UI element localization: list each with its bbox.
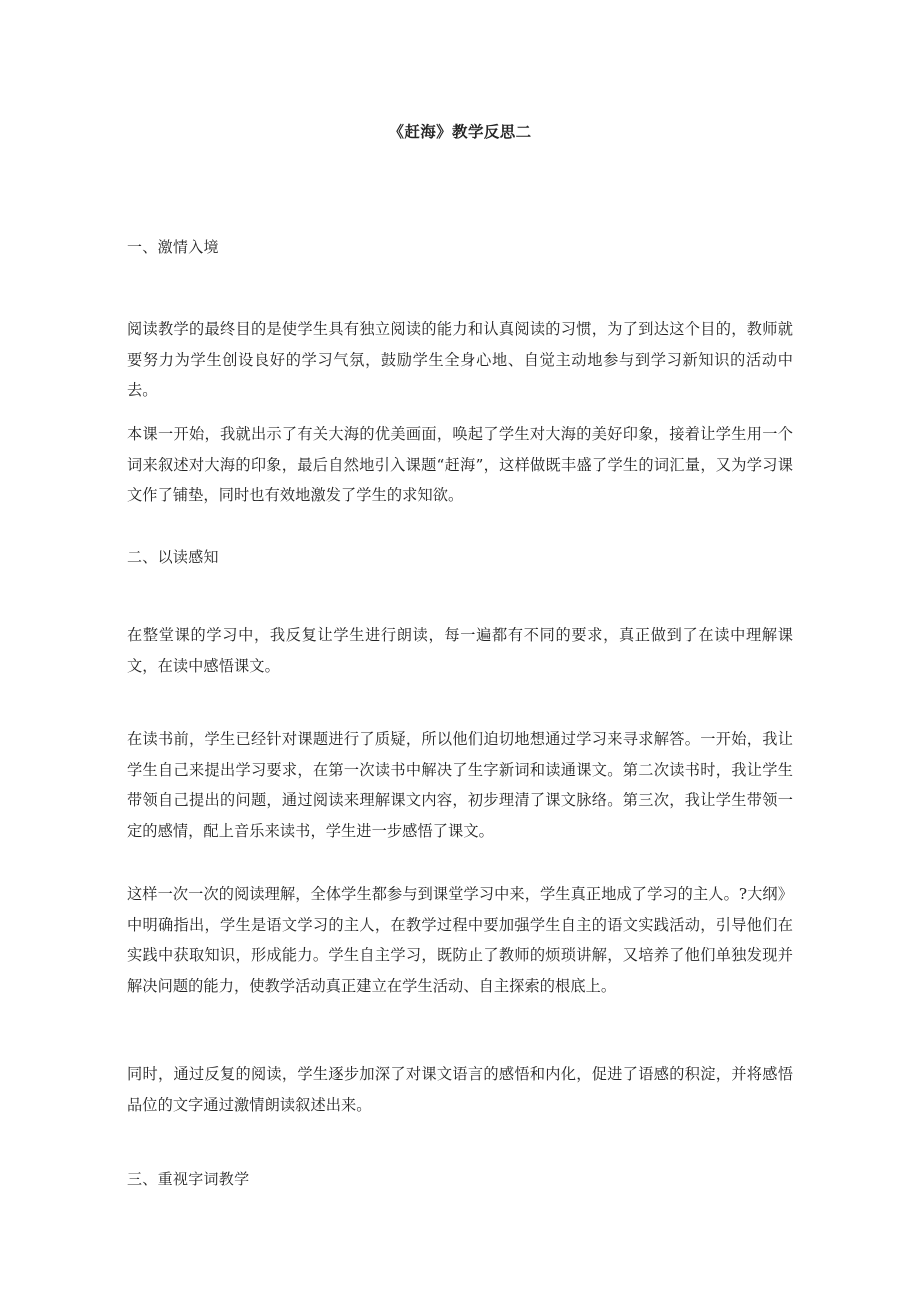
paragraph: 在读书前，学生已经针对课题进行了质疑，所以他们迫切地想通过学习来寻求解答。一开始，我让学生自己来提出学习要求，在第一次读书中解决了生字新词和读通课文。第二次读书时，我让学生带领自己提出的问题，通过阅读来理解课文内容，初步理清了课文脉络。第三次，我让学生带领一定的感情，配上音乐来读书，学生进一步感悟了课文。	[127, 730, 793, 840]
section-heading-3: 三、重视字词教学	[127, 1170, 250, 1188]
paragraph: 同时，通过反复的阅读，学生逐步加深了对课文语言的感悟和内化，促进了语感的积淀，并将感悟品位的文字通过激情朗读叙述出来。	[127, 1065, 793, 1114]
paragraph-block-2	[127, 419, 793, 511]
section-heading-2-block	[127, 542, 793, 572]
paragraph: 在整堂课的学习中，我反复让学生进行朗读，每一遍都有不同的要求，真正做到了在读中理解课文，在读中感悟课文。	[127, 626, 793, 675]
page-title: 《赶海》教学反思二	[388, 122, 532, 142]
paragraph-block-6	[127, 1059, 793, 1120]
paragraph-block-4	[127, 724, 793, 846]
paragraph-block-3	[127, 620, 793, 681]
section-heading-3-block	[127, 1164, 793, 1194]
paragraph: 本课一开始，我就出示了有关大海的优美画面，唤起了学生对大海的美好印象，接着让学生用一个词来叙述对大海的印象，最后自然地引入课题“赶海”，这样做既丰盛了学生的词汇量，又为学习课文作了铺垫，同时也有效地激发了学生的求知欲。	[127, 425, 793, 504]
paragraph: 这样一次一次的阅读理解，全体学生都参与到课堂学习中来，学生真正地成了学习的主人。?大纲》中明确指出，学生是语文学习的主人，在教学过程中要加强学生自主的语文实践活动，引导他们在实践中获取知识，形成能力。学生自主学习，既防止了教师的烦琐讲解，又培养了他们单独发现并解决问题的能力，使教学活动真正建立在学生活动、自主探索的根底上。	[127, 885, 793, 995]
section-heading-2: 二、以读感知	[127, 548, 219, 566]
paragraph-block-1	[127, 314, 793, 406]
paragraph: 阅读教学的最终目的是使学生具有独立阅读的能力和认真阅读的习惯，为了到达这个目的，教师就要努力为学生创设良好的学习气氛，鼓励学生全身心地、自觉主动地参与到学习新知识的活动中去。	[127, 320, 793, 399]
section-heading-1: 一、激情入境	[127, 238, 219, 256]
section-heading-1-block	[127, 232, 793, 262]
paragraph-block-5	[127, 879, 793, 1001]
